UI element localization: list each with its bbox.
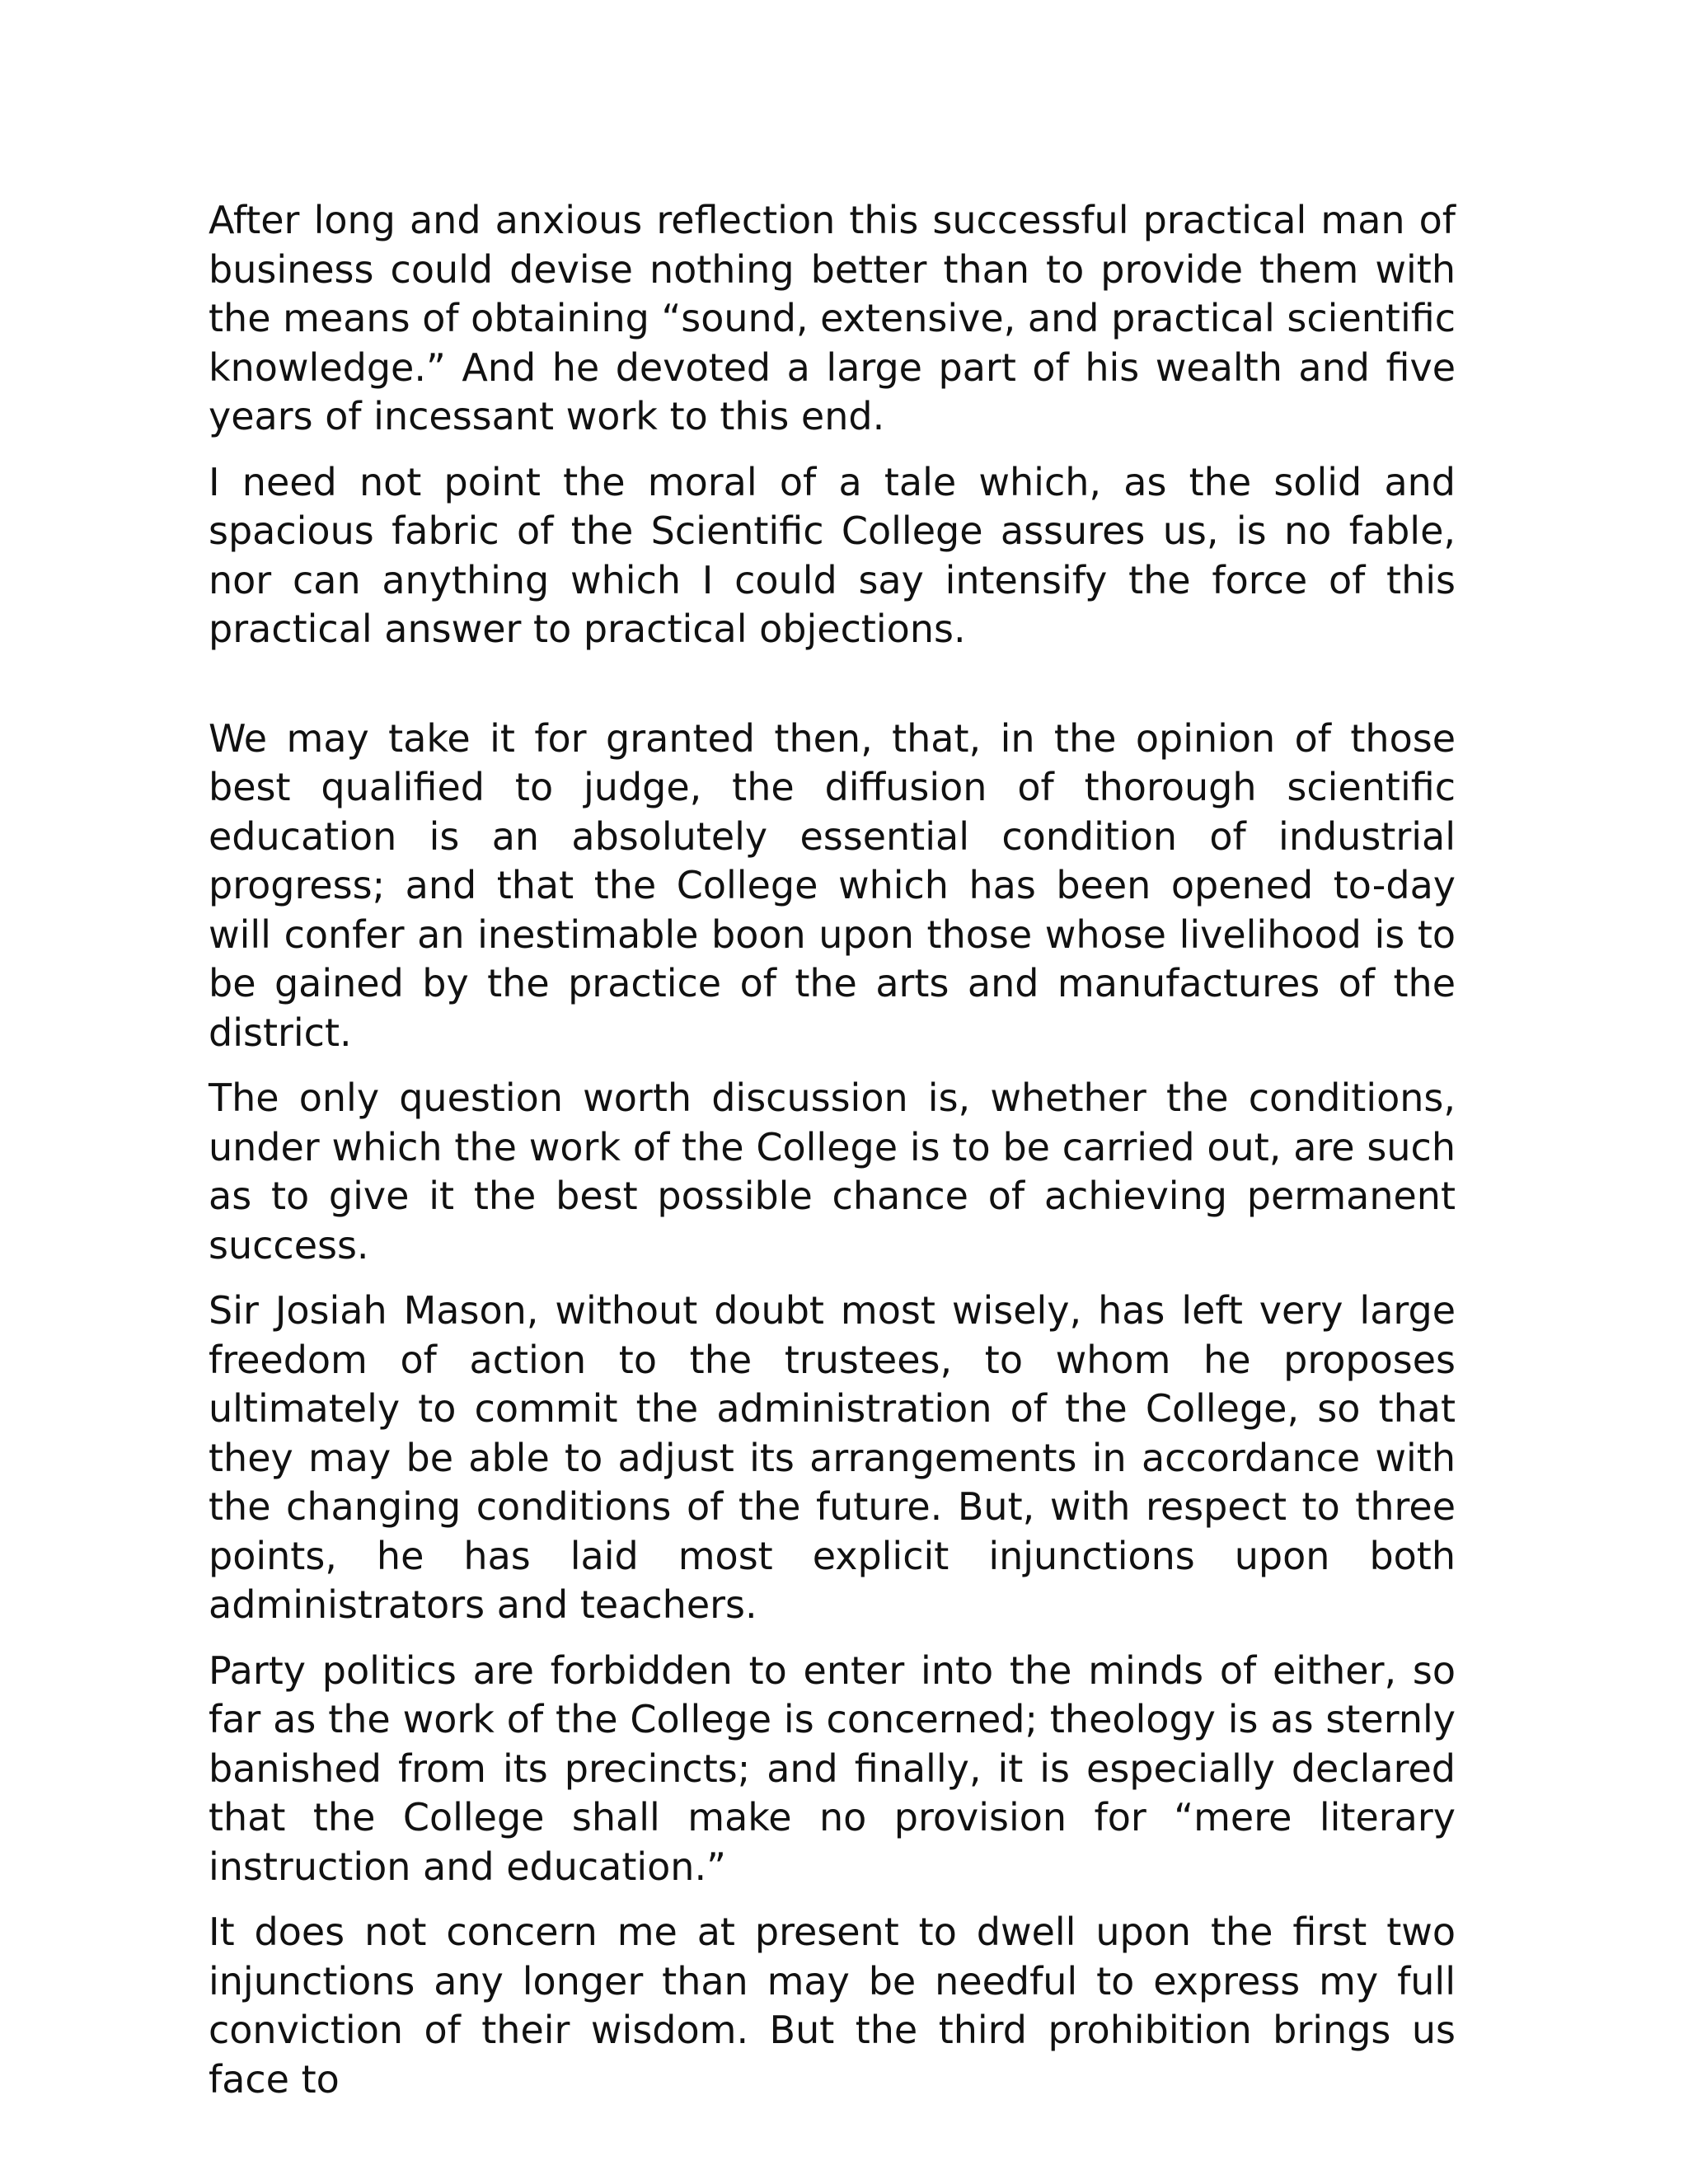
paragraph-1: After long and anxious reflection this successful practical man of business could devise nothing better than to provide them with the means of obtaining “sound, extensive, and practical scientific knowledge.” And he devoted a large part of his wealth and five years of incessant work to this end. bbox=[209, 198, 1456, 438]
paragraph-7: It does not concern me at present to dwell upon the first two injunctions any longer than may be needful to express my full conviction of their wisdom. But the third prohibition brings us face to bbox=[209, 1910, 1456, 2102]
paragraph-5: Sir Josiah Mason, without doubt most wisely, has left very large freedom of action to the trustees, to whom he proposes ultimately to commit the administration of the College, so that they may be able to adjust its arrangements in accordance with the changing conditions of the future. But, with respect to three points, he has laid most explicit injunctions upon both administrators and teachers. bbox=[209, 1288, 1456, 1627]
paragraph-6: Party politics are forbidden to enter into the minds of either, so far as the work of the College is concerned; theology is as sternly banished from its precincts; and finally, it is especially declared that the College shall make no provision for “mere literary instruction and education.” bbox=[209, 1647, 1456, 1889]
paragraph-4: The only question worth discussion is, whether the conditions, under which the work of the College is to be carried out, are such as to give it the best possible chance of achieving permanent success. bbox=[209, 1076, 1456, 1268]
paragraph-2: I need not point the moral of a tale which, as the solid and spacious fabric of the Scientific College assures us, is no fable, nor can anything which I could say intensify the force of this practical answer to practical objections. bbox=[209, 459, 1456, 651]
document-page bbox=[209, 196, 1456, 2104]
paragraph-3: We may take it for granted then, that, in the opinion of those best qualified to judge, the diffusion of thorough scientific education is an absolutely essential condition of industrial progress; and that the College which has been opened to-day will confer an inestimable boon upon those whose livelihood is to be gained by the practice of the arts and manufactures of the district. bbox=[209, 715, 1456, 1055]
